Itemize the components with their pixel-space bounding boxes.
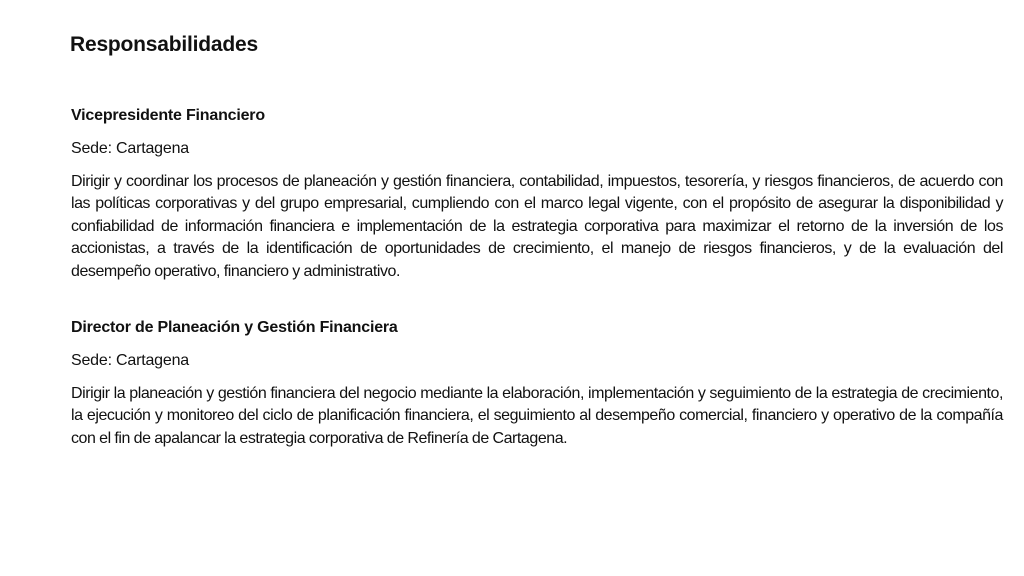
role-title: Vicepresidente Financiero: [71, 107, 265, 124]
role-director-planeacion: [71, 316, 1003, 450]
page-title: Responsabilidades: [70, 33, 258, 56]
role-vicepresidente-financiero: [71, 104, 1003, 283]
role-title: Director de Planeación y Gestión Financiera: [71, 319, 398, 337]
role-description: Dirigir la planeación y gestión financiera del negocio mediante la elaboración, implementación y seguimiento de la estrategia de crecimiento, la ejecución y monitoreo del ciclo de planificación financiera, el seguimiento al desempeño comercial, financiero y operativo de la compañía con el fin de apalancar la estrategia corporativa de Refinería de Cartagena.: [71, 385, 1003, 447]
role-sede: Sede: Cartagena: [71, 352, 189, 370]
role-description: Dirigir y coordinar los procesos de planeación y gestión financiera, contabilidad, impuestos, tesorería, y riesgos financieros, de acuerdo con las políticas corporativas y del grupo empresarial, cumpliendo con el marco legal vigente, con el propósito de asegurar la disponibilidad y confiabilidad de información financiera e implementación de la estrategia corporativa para maximizar el retorno de la inversión de los accionistas, a través de la identificación de oportunidades de crecimiento, el manejo de riesgos financieros, y de la evaluación del desempeño operativo, financiero y administrativo.: [71, 173, 1003, 280]
roles-list: [71, 104, 1003, 450]
role-sede: Sede: Cartagena: [71, 140, 189, 157]
